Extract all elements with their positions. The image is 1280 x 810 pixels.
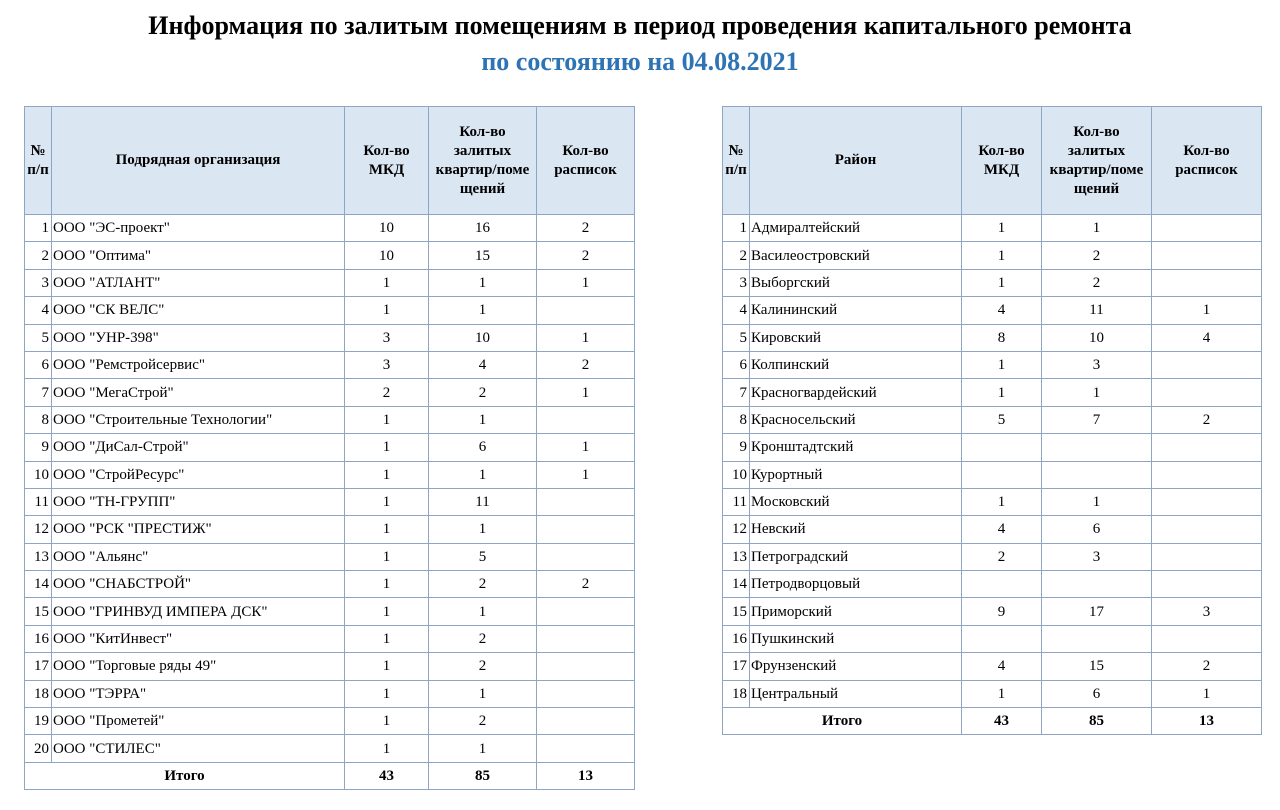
row-flats: 1 [429,406,537,433]
row-mkd: 1 [962,379,1042,406]
row-flats: 11 [429,488,537,515]
header-num: № п/п [25,107,52,215]
contractors-table [24,106,635,790]
row-receipts [1152,215,1262,242]
header-contractor: Подрядная организация [52,107,345,215]
row-number: 11 [723,488,750,515]
table-row [25,653,635,680]
row-mkd [962,625,1042,652]
row-number: 9 [25,434,52,461]
row-mkd: 1 [345,708,429,735]
row-mkd: 8 [962,324,1042,351]
row-number: 1 [723,215,750,242]
row-name: ООО "ТН-ГРУПП" [52,488,345,515]
row-name: Василеостровский [750,242,962,269]
row-flats: 2 [1042,269,1152,296]
row-number: 4 [723,297,750,324]
row-flats: 2 [429,625,537,652]
row-number: 4 [25,297,52,324]
row-name: ООО "Ремстройсервис" [52,351,345,378]
row-mkd: 3 [345,324,429,351]
row-flats: 3 [1042,351,1152,378]
table-row [25,543,635,570]
row-number: 13 [25,543,52,570]
row-mkd: 1 [962,269,1042,296]
table-header-row [723,107,1262,215]
table-row [723,269,1262,296]
row-number: 16 [25,625,52,652]
row-flats: 1 [429,680,537,707]
table-row [723,516,1262,543]
table-row [723,625,1262,652]
row-name: Курортный [750,461,962,488]
total-label: Итого [25,762,345,789]
row-mkd: 1 [345,598,429,625]
row-number: 7 [25,379,52,406]
table-row [25,324,635,351]
header-mkd: Кол-во МКД [345,107,429,215]
row-mkd: 1 [345,625,429,652]
row-receipts [537,735,635,762]
row-receipts [1152,434,1262,461]
total-flats: 85 [1042,708,1152,735]
row-name: ООО "УНР-398" [52,324,345,351]
row-name: Фрунзенский [750,653,962,680]
table-row [723,653,1262,680]
row-name: ООО "ДиСал-Строй" [52,434,345,461]
table-row [25,461,635,488]
row-receipts [537,625,635,652]
row-flats: 6 [429,434,537,461]
row-receipts: 1 [537,269,635,296]
row-mkd: 1 [962,351,1042,378]
row-flats: 17 [1042,598,1152,625]
row-receipts [537,598,635,625]
row-number: 3 [723,269,750,296]
row-number: 13 [723,543,750,570]
total-receipts: 13 [537,762,635,789]
row-flats: 4 [429,351,537,378]
row-mkd: 1 [345,297,429,324]
row-mkd: 1 [345,735,429,762]
row-mkd: 5 [962,406,1042,433]
row-flats: 6 [1042,516,1152,543]
row-number: 17 [25,653,52,680]
table-row [25,406,635,433]
row-number: 6 [723,351,750,378]
row-mkd: 1 [345,653,429,680]
row-number: 16 [723,625,750,652]
row-name: ООО "ТЭРРА" [52,680,345,707]
row-receipts [1152,351,1262,378]
row-number: 20 [25,735,52,762]
row-name: Петроградский [750,543,962,570]
table-row [723,324,1262,351]
row-name: ООО "Альянс" [52,543,345,570]
row-number: 15 [723,598,750,625]
total-row [723,708,1262,735]
row-flats: 2 [429,653,537,680]
row-mkd: 4 [962,516,1042,543]
row-mkd: 1 [345,571,429,598]
row-name: Кировский [750,324,962,351]
row-number: 5 [723,324,750,351]
row-number: 8 [25,406,52,433]
row-flats [1042,625,1152,652]
row-number: 10 [25,461,52,488]
row-mkd: 1 [345,406,429,433]
row-mkd: 10 [345,215,429,242]
row-receipts: 2 [537,215,635,242]
row-flats: 10 [1042,324,1152,351]
row-flats: 2 [1042,242,1152,269]
row-name: Петродворцовый [750,571,962,598]
row-number: 1 [25,215,52,242]
table-row [723,379,1262,406]
row-name: ООО "АТЛАНТ" [52,269,345,296]
row-receipts: 2 [1152,653,1262,680]
row-receipts [537,653,635,680]
table-row [723,406,1262,433]
row-flats [1042,571,1152,598]
row-receipts: 1 [1152,297,1262,324]
table-row [25,488,635,515]
row-receipts [537,680,635,707]
table-row [25,598,635,625]
table-row [723,297,1262,324]
row-mkd: 1 [345,269,429,296]
table-row [25,680,635,707]
row-flats: 1 [1042,215,1152,242]
row-receipts [1152,461,1262,488]
table-row [723,571,1262,598]
row-flats: 5 [429,543,537,570]
total-row [25,762,635,789]
row-flats: 1 [429,516,537,543]
row-mkd [962,461,1042,488]
row-flats: 10 [429,324,537,351]
row-name: ООО "Оптима" [52,242,345,269]
row-number: 14 [25,571,52,598]
row-mkd [962,571,1042,598]
row-mkd: 1 [345,434,429,461]
row-mkd: 2 [962,543,1042,570]
row-receipts: 2 [537,351,635,378]
header-receipts: Кол-во расписок [1152,107,1262,215]
page-subtitle: по состоянию на 04.08.2021 [481,47,799,76]
table-row [25,708,635,735]
row-number: 11 [25,488,52,515]
row-name: Калининский [750,297,962,324]
table-row [723,488,1262,515]
table-row [723,242,1262,269]
row-flats: 1 [429,735,537,762]
row-flats: 1 [429,269,537,296]
table-row [25,516,635,543]
row-mkd: 4 [962,297,1042,324]
row-flats: 2 [429,708,537,735]
row-receipts: 3 [1152,598,1262,625]
row-name: Красногвардейский [750,379,962,406]
row-name: ООО "Строительные Технологии" [52,406,345,433]
total-flats: 85 [429,762,537,789]
table-row [723,680,1262,707]
header-receipts: Кол-во расписок [537,107,635,215]
row-name: ООО "СТИЛЕС" [52,735,345,762]
row-receipts: 4 [1152,324,1262,351]
row-mkd: 1 [345,543,429,570]
row-name: ООО "РСК "ПРЕСТИЖ" [52,516,345,543]
row-receipts [537,516,635,543]
row-number: 15 [25,598,52,625]
table-row [25,379,635,406]
row-receipts [537,708,635,735]
row-name: Московский [750,488,962,515]
row-flats: 16 [429,215,537,242]
total-mkd: 43 [345,762,429,789]
row-name: ООО "СНАБСТРОЙ" [52,571,345,598]
row-number: 18 [723,680,750,707]
row-number: 2 [25,242,52,269]
row-flats: 1 [429,297,537,324]
row-flats: 2 [429,379,537,406]
row-name: ООО "ЭС-проект" [52,215,345,242]
row-flats [1042,434,1152,461]
table-row [25,571,635,598]
header-num: № п/п [723,107,750,215]
row-number: 18 [25,680,52,707]
row-name: ООО "КитИнвест" [52,625,345,652]
row-mkd [962,434,1042,461]
table-header-row [25,107,635,215]
header-district: Район [750,107,962,215]
row-mkd: 3 [345,351,429,378]
row-receipts [1152,269,1262,296]
row-flats: 1 [1042,379,1152,406]
row-name: Приморский [750,598,962,625]
row-name: Выборгский [750,269,962,296]
total-mkd: 43 [962,708,1042,735]
row-mkd: 1 [345,680,429,707]
row-name: Колпинский [750,351,962,378]
row-number: 2 [723,242,750,269]
row-number: 17 [723,653,750,680]
header-flats: Кол-во залитых квартир/поме щений [429,107,537,215]
table-row [25,215,635,242]
row-receipts: 1 [1152,680,1262,707]
table-row [25,269,635,296]
row-receipts [1152,625,1262,652]
row-number: 9 [723,434,750,461]
row-number: 5 [25,324,52,351]
row-mkd: 10 [345,242,429,269]
row-flats: 6 [1042,680,1152,707]
row-receipts: 2 [1152,406,1262,433]
total-receipts: 13 [1152,708,1262,735]
table-row [25,351,635,378]
row-mkd: 1 [962,680,1042,707]
row-receipts [537,297,635,324]
table-row [723,434,1262,461]
row-number: 12 [723,516,750,543]
row-number: 14 [723,571,750,598]
row-mkd: 1 [962,488,1042,515]
table-row [25,242,635,269]
row-mkd: 1 [345,516,429,543]
row-name: ООО "Торговые ряды 49" [52,653,345,680]
row-receipts [1152,543,1262,570]
header-flats: Кол-во залитых квартир/поме щений [1042,107,1152,215]
row-mkd: 2 [345,379,429,406]
row-number: 12 [25,516,52,543]
table-row [25,434,635,461]
row-name: ООО "СК ВЕЛС" [52,297,345,324]
row-flats: 11 [1042,297,1152,324]
header-mkd: Кол-во МКД [962,107,1042,215]
row-mkd: 1 [345,461,429,488]
row-receipts: 1 [537,461,635,488]
row-flats: 3 [1042,543,1152,570]
table-row [25,735,635,762]
row-name: Адмиралтейский [750,215,962,242]
row-flats: 2 [429,571,537,598]
row-receipts: 1 [537,324,635,351]
row-flats: 7 [1042,406,1152,433]
row-number: 6 [25,351,52,378]
row-flats: 1 [1042,488,1152,515]
row-receipts [537,543,635,570]
row-mkd: 4 [962,653,1042,680]
row-name: Центральный [750,680,962,707]
page-title: Информация по залитым помещениям в период проведения капитального ремонта [148,11,1132,40]
row-name: Пушкинский [750,625,962,652]
row-receipts [537,488,635,515]
districts-table [722,106,1262,735]
table-row [723,351,1262,378]
row-number: 19 [25,708,52,735]
row-receipts: 2 [537,242,635,269]
row-name: ООО "ГРИНВУД ИМПЕРА ДСК" [52,598,345,625]
table-row [723,543,1262,570]
row-number: 10 [723,461,750,488]
row-flats [1042,461,1152,488]
row-mkd: 1 [345,488,429,515]
row-flats: 1 [429,598,537,625]
row-receipts: 1 [537,434,635,461]
row-receipts [537,406,635,433]
row-number: 7 [723,379,750,406]
row-receipts [1152,516,1262,543]
row-flats: 15 [429,242,537,269]
row-receipts: 2 [537,571,635,598]
row-mkd: 9 [962,598,1042,625]
row-mkd: 1 [962,242,1042,269]
row-mkd: 1 [962,215,1042,242]
row-number: 8 [723,406,750,433]
row-name: ООО "СтройРесурс" [52,461,345,488]
table-row [25,297,635,324]
row-receipts [1152,571,1262,598]
row-receipts: 1 [537,379,635,406]
row-number: 3 [25,269,52,296]
row-name: ООО "МегаСтрой" [52,379,345,406]
row-receipts [1152,379,1262,406]
table-row [723,215,1262,242]
row-flats: 1 [429,461,537,488]
row-flats: 15 [1042,653,1152,680]
row-receipts [1152,242,1262,269]
table-row [723,598,1262,625]
row-name: ООО "Прометей" [52,708,345,735]
row-name: Невский [750,516,962,543]
total-label: Итого [723,708,962,735]
row-name: Красносельский [750,406,962,433]
row-name: Кронштадтский [750,434,962,461]
table-row [723,461,1262,488]
row-receipts [1152,488,1262,515]
table-row [25,625,635,652]
